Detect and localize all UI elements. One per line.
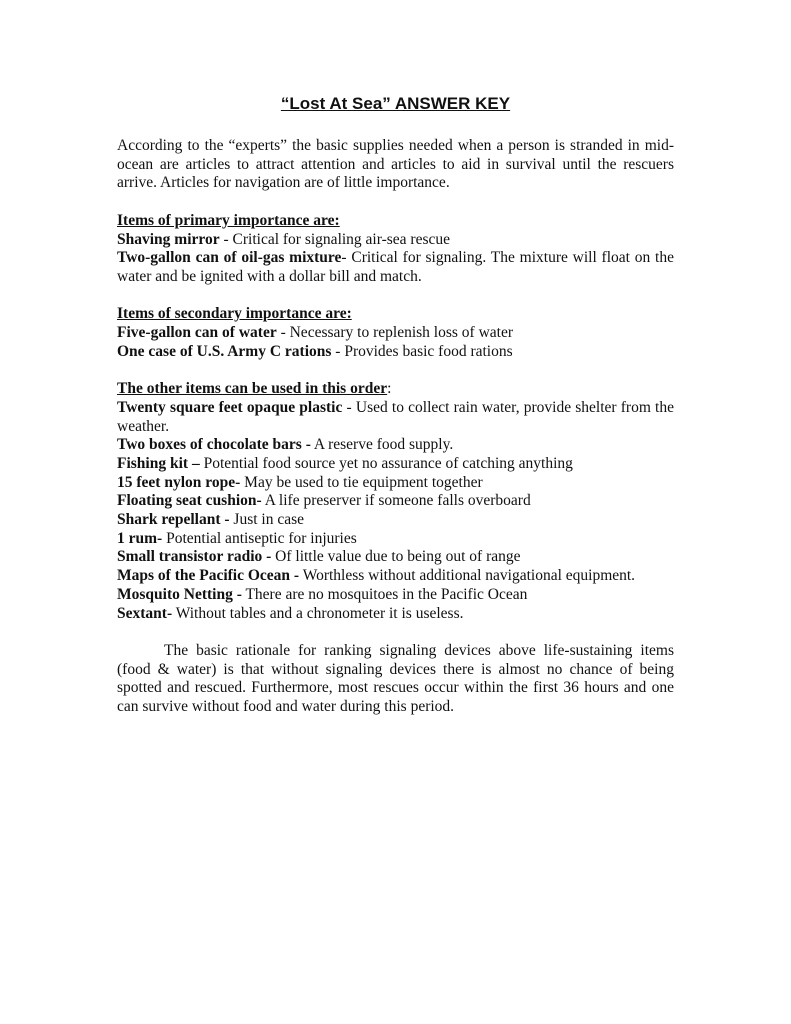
list-item xyxy=(117,455,674,474)
list-item xyxy=(117,324,674,343)
list-item xyxy=(117,249,674,286)
list-item xyxy=(117,399,674,436)
list-item xyxy=(117,530,674,549)
item-description: - Necessary to replenish loss of water xyxy=(276,324,514,341)
item-name: Sextant- xyxy=(117,604,173,622)
document-body xyxy=(117,137,674,717)
item-description: Of little value due to being out of range xyxy=(271,548,521,566)
list-item xyxy=(117,548,674,567)
item-name: 1 rum- xyxy=(117,529,163,547)
item-description: Without tables and a chronometer it is useless. xyxy=(172,604,464,622)
item-description: Just in case xyxy=(229,511,305,529)
item-name: One case of U.S. Army C rations xyxy=(117,342,332,360)
item-description: A life preserver if someone falls overboard xyxy=(261,492,531,510)
item-description: Potential food source yet no assurance of catching anything xyxy=(199,454,573,472)
list-item xyxy=(117,436,674,455)
spacer xyxy=(117,623,674,642)
spacer xyxy=(117,193,674,212)
spacer xyxy=(117,287,674,306)
item-name: Twenty square feet opaque plastic xyxy=(117,398,343,416)
other-heading-suffix: : xyxy=(387,380,392,398)
list-item xyxy=(117,231,674,250)
list-item xyxy=(117,567,674,586)
document-title: “Lost At Sea” ANSWER KEY xyxy=(280,94,511,113)
other-heading-line xyxy=(117,380,674,399)
intro-paragraph: According to the “experts” the basic supplies needed when a person is stranded in mid-ocean are articles to attract attention and articles to aid in survival until the rescuers arrive. Articles for navigation are of little importance. xyxy=(117,137,674,192)
list-item xyxy=(117,605,674,624)
item-description: May be used to tie equipment together xyxy=(240,473,483,491)
list-item xyxy=(117,474,674,493)
item-description: - Critical for signaling. The mixture will float on the water and be ignited with a dollar bill and match. xyxy=(117,249,674,285)
secondary-heading: Items of secondary importance are: xyxy=(117,305,352,323)
primary-section xyxy=(117,212,674,287)
item-name: 15 feet nylon rope- xyxy=(117,473,241,491)
other-heading: The other items can be used in this order xyxy=(117,380,388,398)
item-description: - Used to collect rain water, provide shelter from the weather. xyxy=(117,398,674,435)
item-description: A reserve food supply. xyxy=(310,436,454,454)
item-name: Two-gallon can of oil-gas mixture xyxy=(117,249,342,267)
item-name: Fishing kit – xyxy=(117,454,200,472)
item-name: Small transistor radio - xyxy=(117,548,272,566)
item-name: Mosquito Netting - xyxy=(117,585,242,603)
item-name: Shark repellant - xyxy=(117,511,230,529)
item-description: - Provides basic food rations xyxy=(331,342,513,360)
primary-heading: Items of primary importance are: xyxy=(117,211,340,229)
item-description: - Critical for signaling air-sea rescue xyxy=(219,230,450,248)
other-section xyxy=(117,380,674,623)
list-item xyxy=(117,511,674,530)
secondary-section xyxy=(117,305,674,361)
item-description: Worthless without additional navigational equipment. xyxy=(299,567,636,585)
item-name: Five-gallon can of water xyxy=(117,324,277,341)
list-item xyxy=(117,492,674,511)
item-name: Two boxes of chocolate bars - xyxy=(117,436,311,454)
list-item xyxy=(117,586,674,605)
item-name: Floating seat cushion- xyxy=(117,492,262,510)
item-name: Shaving mirror xyxy=(117,230,220,248)
item-name: Maps of the Pacific Ocean - xyxy=(117,567,300,585)
spacer xyxy=(117,361,674,380)
rationale-paragraph: The basic rationale for ranking signaling devices above life-sustaining items (food & water) is that without signaling devices there is almost no chance of being spotted and rescued. Furthermore, most rescues occur within the first 36 hours and one can survive without food and water during this period. xyxy=(117,641,674,716)
item-description: There are no mosquitoes in the Pacific Ocean xyxy=(241,585,528,603)
list-item xyxy=(117,343,674,362)
item-description: Potential antiseptic for injuries xyxy=(162,529,357,547)
